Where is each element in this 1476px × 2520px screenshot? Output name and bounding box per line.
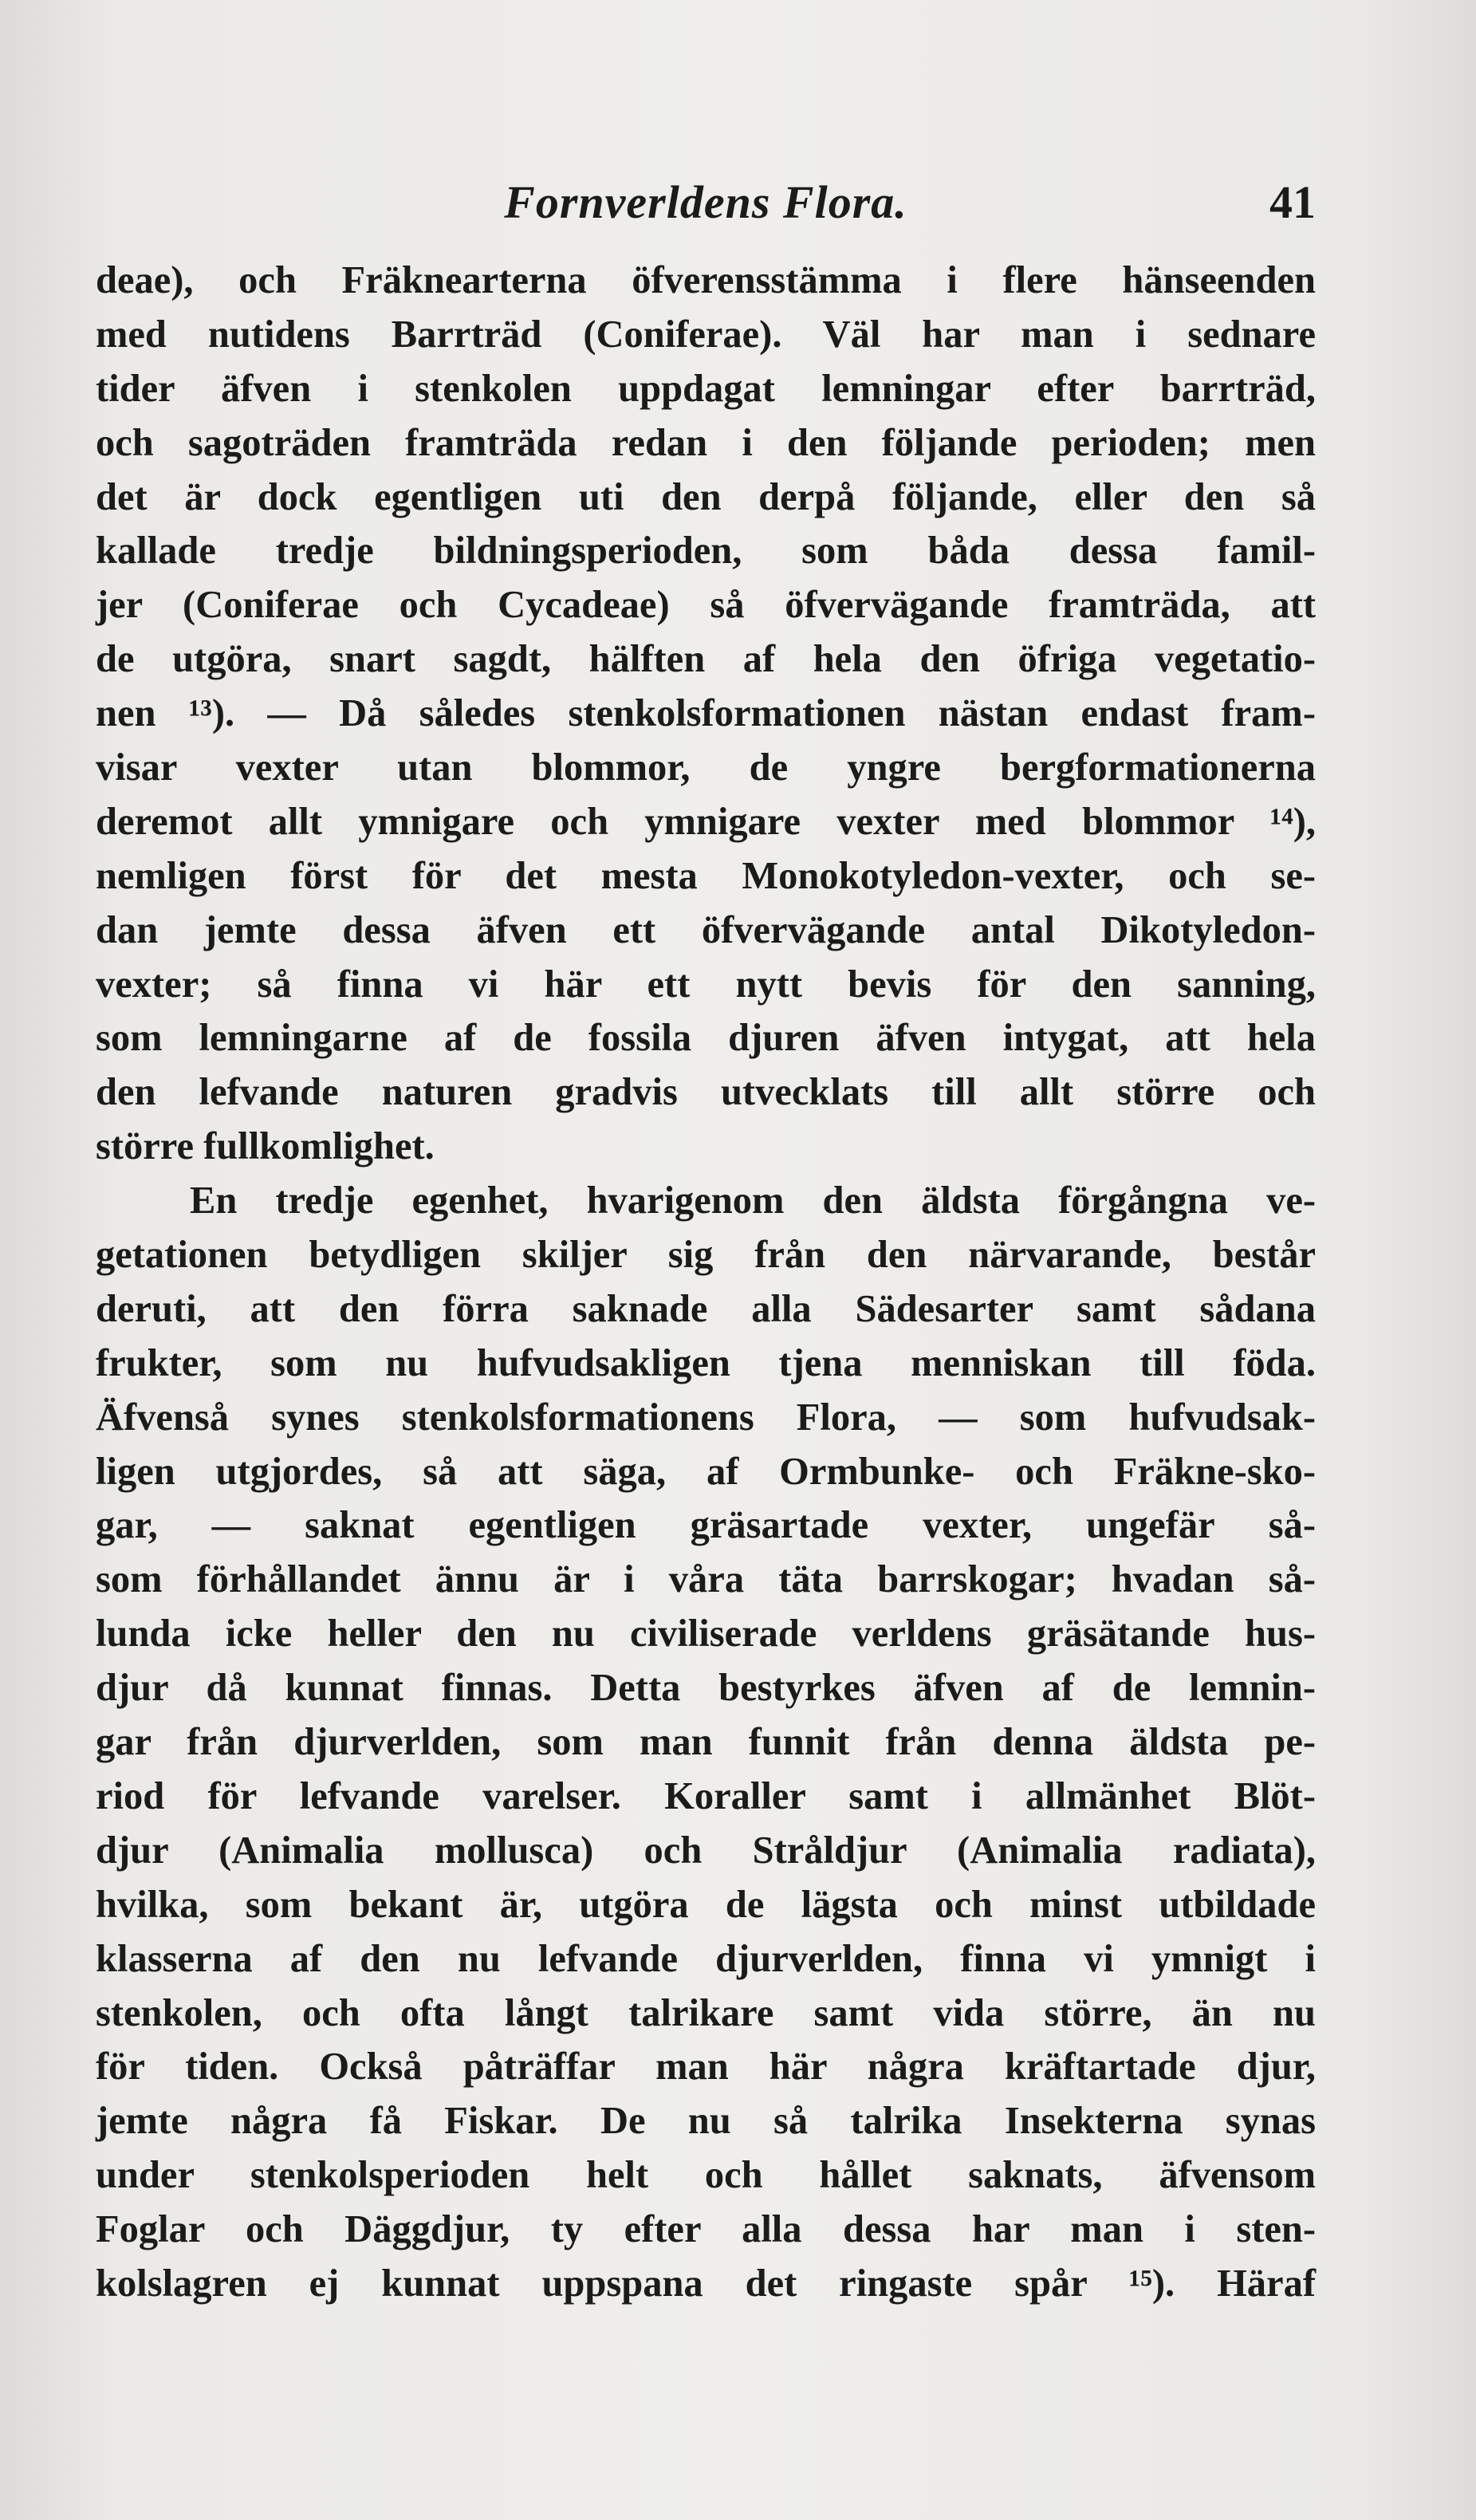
text-line: det är dock egentligen uti den derpå följande, eller den så xyxy=(96,475,1316,518)
text-line: jemte några få Fiskar. De nu så talrika Insekterna synas xyxy=(96,2100,1316,2143)
text-line: djur då kunnat finnas. Detta bestyrkes äfven af de lemnin- xyxy=(96,1667,1316,1710)
text-line: gar från djurverlden, som man funnit från denna äldsta pe- xyxy=(96,1721,1316,1764)
text-line: stenkolen, och ofta långt talrikare samt vida större, än nu xyxy=(96,1991,1316,2034)
text-line: vexter; så finna vi här ett nytt bevis för den sanning, xyxy=(96,963,1316,1006)
text-line: dan jemte dessa äfven ett öfvervägande antal Dikotyledon- xyxy=(96,908,1316,951)
page-number: 41 xyxy=(1269,176,1316,228)
text-line: lunda icke heller den nu civiliserade verldens gräsätande hus- xyxy=(96,1612,1316,1656)
text-line: visar vexter utan blommor, de yngre bergformationerna xyxy=(96,746,1316,789)
text-line: som förhållandet ännu är i våra täta barrskogar; hvadan så- xyxy=(96,1558,1316,1601)
text-line: och sagoträden framträda redan i den följande perioden; men xyxy=(96,421,1316,464)
page-header xyxy=(96,175,1316,239)
text-line: hvilka, som bekant är, utgöra de lägsta och minst utbildade xyxy=(96,1883,1316,1926)
paragraph-start-line: En tredje egenhet, hvarigenom den äldsta förgångna ve- xyxy=(190,1179,1316,1223)
text-line: nemligen först för det mesta Monokotyledon-vexter, och se- xyxy=(96,854,1316,897)
text-line: deremot allt ymnigare och ymnigare vexter med blommor ¹⁴), xyxy=(96,800,1316,843)
text-line: deruti, att den förra saknade alla Sädesarter samt sådana xyxy=(96,1287,1316,1330)
text-line: klasserna af den nu lefvande djurverlden, finna vi ymnigt i xyxy=(96,1937,1316,1980)
text-line: den lefvande naturen gradvis utvecklats till allt större och xyxy=(96,1071,1316,1114)
text-line: getationen betydligen skiljer sig från den närvarande, består xyxy=(96,1234,1316,1277)
text-line: med nutidens Barrträd (Coniferae). Väl har man i sednare xyxy=(96,313,1316,356)
text-line: tider äfven i stenkolen uppdagat lemningar efter barrträd, xyxy=(96,367,1316,410)
text-line: frukter, som nu hufvudsakligen tjena menniskan till föda. xyxy=(96,1341,1316,1384)
running-title: Fornverldens Flora. xyxy=(504,176,907,228)
text-line: ligen utgjordes, så att säga, af Ormbunke- och Fräkne-sko- xyxy=(96,1450,1316,1493)
text-line: djur (Animalia mollusca) och Stråldjur (Animalia radiata), xyxy=(96,1829,1316,1872)
text-line: de utgöra, snart sagdt, hälften af hela den öfriga vegetatio- xyxy=(96,638,1316,681)
paragraph-end-line: större fullkomlighet. xyxy=(96,1125,435,1168)
text-line: Äfvenså synes stenkolsformationens Flora, — som hufvudsak- xyxy=(96,1396,1316,1439)
text-line: deae), och Fräknearterna öfverensstämma i flere hänseenden xyxy=(96,259,1316,301)
text-line: som lemningarne af de fossila djuren äfven intygat, att hela xyxy=(96,1017,1316,1060)
text-line: Foglar och Däggdjur, ty efter alla dessa har man i sten- xyxy=(96,2208,1316,2251)
text-line: nen ¹³). — Då således stenkolsformationen nästan endast fram- xyxy=(96,692,1316,735)
text-line: jer (Coniferae och Cycadeae) så öfvervägande framträda, att xyxy=(96,584,1316,627)
text-line: kallade tredje bildningsperioden, som båda dessa famil- xyxy=(96,530,1316,573)
body-text xyxy=(96,254,1316,2311)
text-line: för tiden. Också påträffar man här några kräftartade djur, xyxy=(96,2046,1316,2089)
text-line: gar, — saknat egentligen gräsartade vexter, ungefär så- xyxy=(96,1504,1316,1547)
text-line: kolslagren ej kunnat uppspana det ringaste spår ¹⁵). Häraf xyxy=(96,2262,1316,2305)
text-line: riod för lefvande varelser. Koraller samt i allmänhet Blöt- xyxy=(96,1774,1316,1817)
text-line: under stenkolsperioden helt och hållet saknats, äfvensom xyxy=(96,2154,1316,2197)
